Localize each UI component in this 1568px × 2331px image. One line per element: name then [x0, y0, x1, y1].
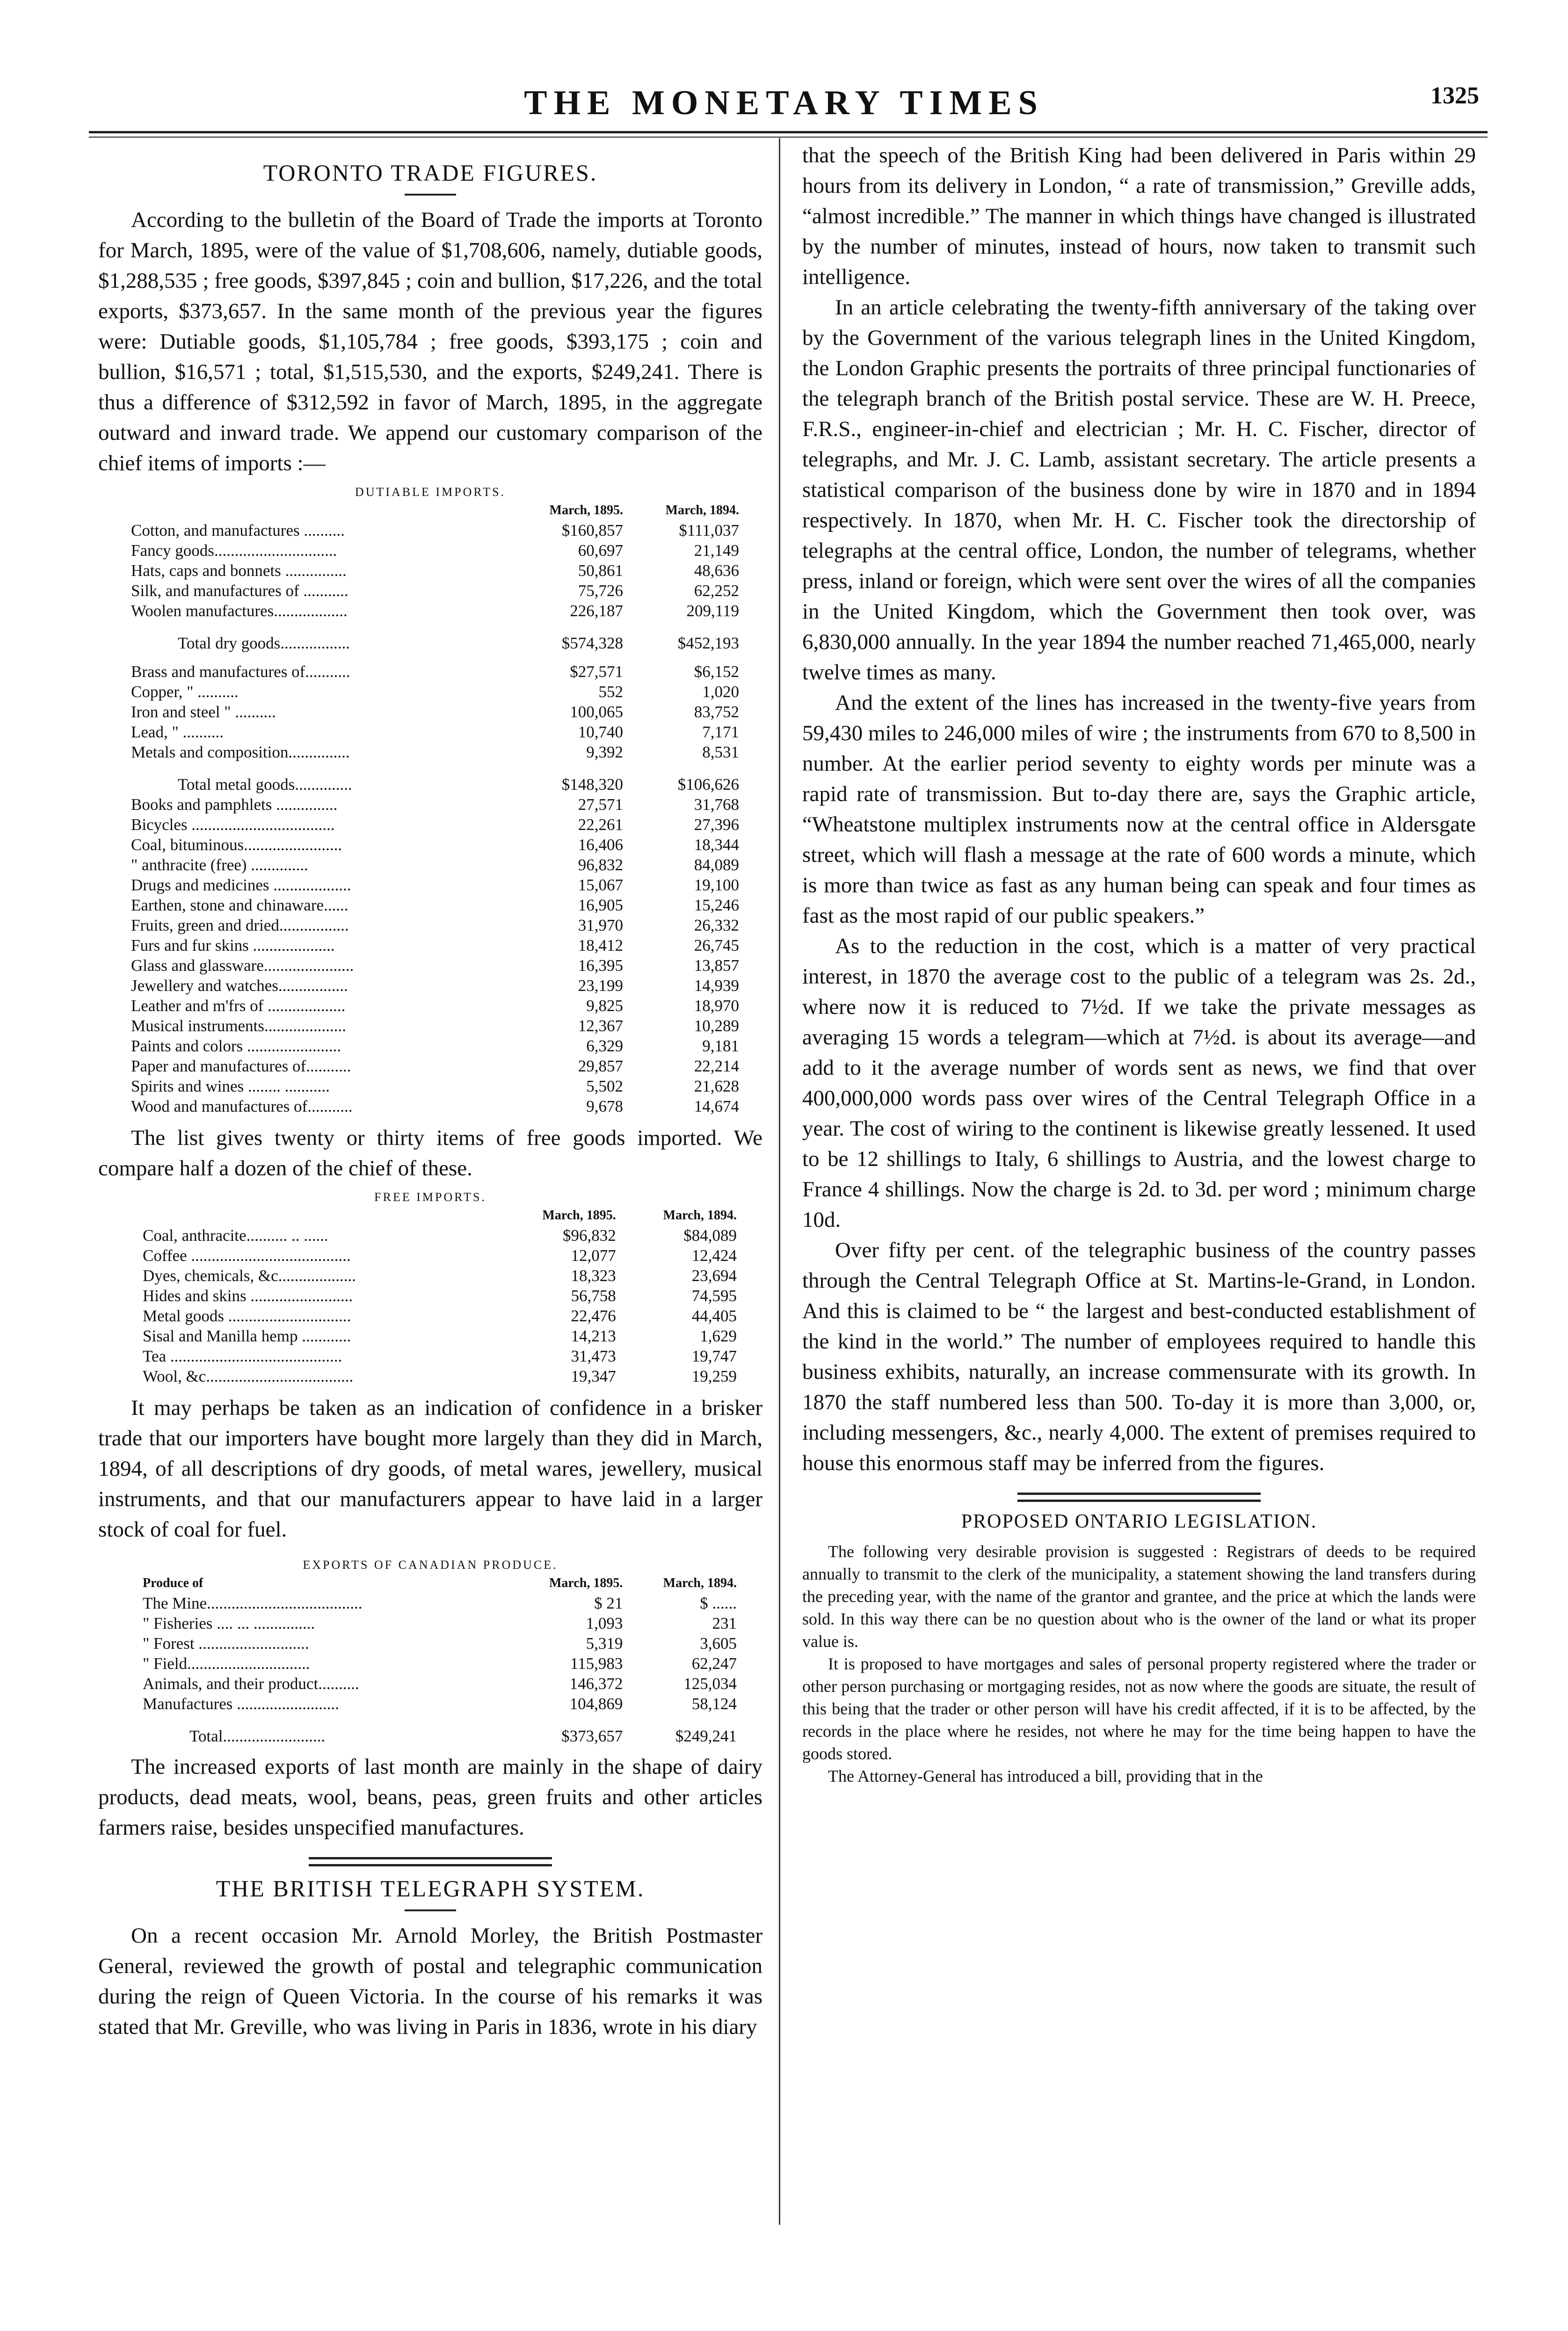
row-label: Total......................... — [189, 1727, 326, 1745]
value-cell: 1,020 — [702, 683, 739, 701]
paragraph: According to the bulletin of the Board of Trade the imports at Toronto for March, 1895, were of the value of $1,708,606, namely, dutiable goods, $1,288,535 ; free goods, $397,845 ; coin and bullion, $17,226, and the total exports, $373,657. In the same month of the previous year the figures were: Dutiable goods, $1,105,784 ; free goods, $393,175 ; coin and bullion, $16,571 ; total, $1,515,530, and the exports, $249,241. There is thus a difference of $312,592 in favor of March, 1895, in the aggregate outward and inward trade. We append our customary comparison of the chief items of imports :— — [98, 208, 762, 475]
value-cell: 23,199 — [578, 976, 624, 995]
value-cell: 115,983 — [570, 1654, 623, 1673]
value-cell: $111,037 — [679, 521, 739, 539]
value-cell: $96,832 — [563, 1226, 616, 1245]
value-cell: 18,970 — [694, 997, 739, 1015]
row-label: Earthen, stone and chinaware...... — [131, 896, 348, 914]
value-cell: 5,502 — [586, 1077, 624, 1095]
paragraph: And the extent of the lines has increased in the twenty-five years from 59,430 miles to 246,000 miles of wire ; the instruments from 670 to 8,500 in number. At the earlier period seventy to eighty words per minute was a rapid rate of transmission. But to-day there are, says the Graphic article, “Wheatstone multiplex instruments now at the central office in Aldersgate street, which will flash a message at the rate of 600 words a minute, which is more than twice as fast as any human being can speak and four times as fast as the most rapid of our public speakers.” — [802, 691, 1476, 928]
value-cell: 12,424 — [691, 1246, 737, 1265]
table-row — [143, 1694, 737, 1714]
row-label: Sisal and Manilla hemp ............ — [143, 1327, 351, 1345]
row-label: Dyes, chemicals, &c................... — [143, 1267, 356, 1285]
table-caption-free: FREE IMPORTS. — [374, 1190, 486, 1204]
table-row — [131, 915, 739, 935]
value-cell: 16,905 — [578, 896, 624, 914]
value-cell: 10,289 — [694, 1017, 739, 1035]
paragraph: It is proposed to have mortgages and sales of personal property registered where the trader or other person purchasing or mortgaging resides, not as now where the goods are situate, the result of this being that the trader or other person will have his credit affected, if it is to be affected, by the records in the place where he resides, not where he may for the time being happen to have the goods stored. — [802, 1654, 1476, 1763]
column-header: Produce of — [143, 1576, 203, 1590]
value-cell: 1,093 — [586, 1614, 623, 1632]
table-row — [131, 794, 739, 815]
value-cell: 31,970 — [578, 916, 624, 934]
row-label: Manufactures ......................... — [143, 1695, 339, 1713]
heading-rule — [405, 1909, 456, 1911]
row-label: Wool, &c.................................... — [143, 1367, 354, 1385]
table-row — [131, 702, 739, 722]
table-caption-dutiable: DUTIABLE IMPORTS. — [355, 485, 506, 499]
value-cell: 18,323 — [571, 1267, 616, 1285]
column-header: March, 1894. — [663, 1208, 737, 1223]
paragraph: Over fifty per cent. of the telegraphic business of the country passes through the Central Telegraph Office at St. Martins-le-Grand, in London. And this is claimed to be “ the largest and best-conducted establishment of the kind in the world.” The number of employees required to handle this business exhibits, naturally, an increase commensurate with its growth. In 1870 the staff numbered less than 500. To-day it is more than 3,000, or, including messengers, &c., nearly 4,000. The extent of premises required to house this enormous staff may be inferred from the figures. — [802, 1238, 1476, 1475]
article-heading-british-telegraph: THE BRITISH TELEGRAPH SYSTEM. — [216, 1875, 645, 1901]
value-cell: 48,636 — [694, 561, 739, 580]
row-label: Spirits and wines ........ ........... — [131, 1077, 330, 1095]
table-row — [131, 653, 739, 682]
value-cell: 231 — [712, 1614, 737, 1632]
row-label: " Fisheries .... ... ............... — [143, 1614, 315, 1632]
value-cell: 226,187 — [570, 602, 624, 620]
value-cell: 18,412 — [578, 936, 624, 954]
row-label: Coal, bituminous........................ — [131, 836, 342, 854]
table-caption-exports: EXPORTS OF CANADIAN PRODUCE. — [303, 1558, 558, 1572]
value-cell: 1,629 — [700, 1327, 737, 1345]
row-label: Coal, anthracite.......... .. ...... — [143, 1226, 328, 1245]
value-cell: $106,626 — [677, 775, 739, 794]
left-column — [98, 140, 762, 2042]
row-label: " Forest ........................... — [143, 1634, 309, 1653]
row-label: Hides and skins ......................... — [143, 1287, 353, 1305]
table-row — [143, 1246, 737, 1266]
table-row — [131, 1076, 739, 1096]
table-row — [143, 1613, 737, 1633]
value-cell: 9,678 — [586, 1097, 624, 1115]
table-row — [143, 1346, 737, 1366]
table-row — [131, 1016, 739, 1036]
row-label: Silk, and manufactures of ........... — [131, 582, 348, 600]
table-row — [143, 1266, 737, 1286]
table-row — [131, 835, 739, 855]
row-label: Musical instruments.................... — [131, 1017, 346, 1035]
value-cell: 12,367 — [578, 1017, 624, 1035]
row-label: Leather and m'frs of ................... — [131, 997, 346, 1015]
value-cell: $452,193 — [677, 634, 739, 652]
exports-table — [143, 1573, 737, 1746]
value-cell: 9,825 — [586, 997, 624, 1015]
row-label: Iron and steel " .......... — [131, 703, 276, 721]
table-row — [143, 1366, 737, 1386]
row-label: The Mine...................................... — [143, 1594, 363, 1612]
value-cell: 15,067 — [578, 876, 624, 894]
value-cell: 15,246 — [694, 896, 739, 914]
value-cell: 209,119 — [686, 602, 739, 620]
value-cell: $ ...... — [700, 1594, 737, 1612]
row-label: Metal goods .............................. — [143, 1307, 351, 1325]
value-cell: $148,320 — [561, 775, 624, 794]
table-row — [131, 520, 739, 540]
row-label: Brass and manufactures of........... — [131, 663, 350, 681]
value-cell: 27,396 — [694, 816, 739, 834]
row-label: Fancy goods.............................. — [131, 541, 337, 560]
value-cell: 8,531 — [702, 743, 739, 761]
value-cell: 104,869 — [569, 1695, 623, 1713]
value-cell: 50,861 — [578, 561, 624, 580]
table-row — [143, 1225, 737, 1246]
row-label: Coffee ....................................... — [143, 1246, 351, 1265]
value-cell: 16,395 — [578, 956, 624, 975]
value-cell: 3,605 — [700, 1634, 737, 1653]
value-cell: 100,065 — [570, 703, 624, 721]
row-label: Fruits, green and dried................. — [131, 916, 349, 934]
table-row — [131, 581, 739, 601]
dutiable-imports-table — [131, 500, 739, 1116]
value-cell: $27,571 — [570, 663, 624, 681]
row-label: " anthracite (free) .............. — [131, 856, 308, 874]
value-cell: 14,674 — [694, 1097, 739, 1115]
row-label: Glass and glassware...................... — [131, 956, 354, 975]
value-cell: 22,261 — [578, 816, 624, 834]
value-cell: 58,124 — [691, 1695, 737, 1713]
column-header: March, 1894. — [665, 503, 739, 517]
table-row — [143, 1286, 737, 1306]
header-rule — [89, 131, 1488, 133]
value-cell: 19,259 — [691, 1367, 737, 1385]
table-row — [143, 1326, 737, 1346]
table-row — [131, 815, 739, 835]
row-label: Furs and fur skins .................... — [131, 936, 335, 954]
value-cell: $249,241 — [675, 1727, 737, 1745]
paragraph: On a recent occasion Mr. Arnold Morley, the British Postmaster General, reviewed the growth of postal and telegraphic communication during the reign of Queen Victoria. In the course of his remarks it was stated that Mr. Greville, who was living in Paris in 1836, wrote in his diary — [98, 1923, 762, 2039]
row-label: Copper, " .......... — [131, 683, 239, 701]
table-row — [131, 996, 739, 1016]
value-cell: 9,392 — [586, 743, 624, 761]
table-total-row — [131, 762, 739, 794]
value-cell: $160,857 — [561, 521, 624, 539]
row-label: Lead, " .......... — [131, 723, 224, 741]
value-cell: $574,328 — [561, 634, 624, 652]
value-cell: 26,745 — [694, 936, 739, 954]
heading-rule — [405, 194, 456, 196]
column-header: March, 1895. — [542, 1208, 616, 1223]
value-cell: 16,406 — [578, 836, 624, 854]
table-row — [131, 722, 739, 742]
value-cell: $373,657 — [561, 1727, 623, 1745]
section-double-rule — [309, 1857, 552, 1866]
value-cell: 14,213 — [571, 1327, 616, 1345]
value-cell: 14,939 — [694, 976, 739, 995]
row-label: Wood and manufactures of........... — [131, 1097, 353, 1115]
value-cell: 26,332 — [694, 916, 739, 934]
column-header: March, 1895. — [549, 503, 624, 517]
value-cell: 21,149 — [694, 541, 739, 560]
value-cell: 44,405 — [691, 1307, 737, 1325]
row-label: Books and pamphlets ............... — [131, 795, 338, 814]
value-cell: 9,181 — [702, 1037, 739, 1055]
value-cell: 13,857 — [694, 956, 739, 975]
paragraph: that the speech of the British King had been delivered in Paris within 29 hours from its delivery in London, “ a rate of transmission,” Greville adds, “almost incredible.” The manner in which things have changed is illustrated by the number of minutes, instead of hours, now taken to transmit such intelligence. — [802, 143, 1476, 289]
row-label: Jewellery and watches................. — [131, 976, 348, 995]
row-label: Paper and manufactures of........... — [131, 1057, 351, 1075]
table-row — [131, 976, 739, 996]
value-cell: 22,476 — [571, 1307, 616, 1325]
value-cell: 56,758 — [571, 1287, 616, 1305]
value-cell: 23,694 — [691, 1267, 737, 1285]
row-label: Hats, caps and bonnets ............... — [131, 561, 347, 580]
table-row — [143, 1674, 737, 1694]
value-cell: 22,214 — [694, 1057, 739, 1075]
value-cell: 146,372 — [569, 1675, 623, 1693]
table-row — [131, 895, 739, 915]
table-row — [131, 561, 739, 581]
table-row — [131, 682, 739, 702]
value-cell: 31,473 — [571, 1347, 616, 1365]
table-total-row — [143, 1714, 737, 1746]
row-label: Total metal goods.............. — [178, 775, 352, 794]
value-cell: 5,319 — [586, 1634, 623, 1653]
value-cell: 29,857 — [578, 1057, 624, 1075]
value-cell: 552 — [598, 683, 624, 701]
row-label: Tea .......................................... — [143, 1347, 342, 1365]
value-cell: 21,628 — [694, 1077, 739, 1095]
table-row — [131, 1056, 739, 1076]
row-label: Metals and composition............... — [131, 743, 350, 761]
value-cell: 10,740 — [578, 723, 624, 741]
value-cell: 19,100 — [694, 876, 739, 894]
table-row — [131, 1096, 739, 1116]
paragraph: As to the reduction in the cost, which is a matter of very practical interest, in 1870 the average cost to the public of a telegram was 2s. 2d., where now it is reduced to 7½d. If we take the private messages as averaging 15 words a telegram—which at 7½d. is about its average—and add to it the average number of words sent as news, we find that over 400,000,000 words pass over wires of the Central Telegraph Office in a year. The cost of wiring to the continent is likewise greatly lessened. It used to be 12 shillings to Italy, 6 shillings to Austria, and the lowest charge to France 4 shillings. Now the charge is 2d. to 3d. per word ; minimum charge 10d. — [802, 934, 1476, 1232]
row-label: Cotton, and manufactures .......... — [131, 521, 345, 539]
value-cell: 12,077 — [571, 1246, 616, 1265]
value-cell: 27,571 — [578, 795, 624, 814]
header-rule-thin — [89, 137, 1488, 138]
value-cell: 62,252 — [694, 582, 739, 600]
page-number: 1325 — [1430, 82, 1479, 109]
column-header: March, 1894. — [663, 1576, 737, 1590]
table-row — [131, 875, 739, 895]
article-heading-ontario-legislation: PROPOSED ONTARIO LEGISLATION. — [961, 1511, 1317, 1532]
article-heading-toronto-trade: TORONTO TRADE FIGURES. — [263, 160, 598, 186]
value-cell: 96,832 — [578, 856, 624, 874]
value-cell: 75,726 — [578, 582, 624, 600]
value-cell: 18,344 — [694, 836, 739, 854]
masthead — [0, 0, 1568, 140]
column-divider — [779, 138, 780, 2225]
table-row — [131, 935, 739, 955]
paragraph: In an article celebrating the twenty-fifth anniversary of the taking over by the Government of the various telegraph lines in the United Kingdom, the London Graphic presents the portraits of three principal functionaries of the telegraph branch of the British postal service. These are W. H. Preece, F.R.S., engineer-in-chief and electrician ; Mr. H. C. Fischer, director of telegraphs, and Mr. J. C. Lamb, assistant secretary. The article presents a statistical comparison of the business done by wire in 1870 and in 1894 respectively. In 1870, when Mr. H. C. Fischer took the directorship of telegraphs at the central office, London, the number of telegrams, whether press, inland or foreign, which were sent over the wires of all the companies in the United Kingdom, which the Government then took over, was 6,830,000 annually. In the year 1894 the number reached 71,465,000, nearly twelve times as many. — [802, 295, 1476, 685]
value-cell: 19,347 — [571, 1367, 616, 1385]
paragraph: The list gives twenty or thirty items of free goods imported. We compare half a dozen of the chief of these. — [98, 1126, 762, 1180]
section-double-rule — [1017, 1493, 1261, 1502]
column-header: March, 1895. — [549, 1576, 623, 1590]
paragraph: The Attorney-General has introduced a bill, providing that in the — [828, 1767, 1263, 1785]
value-cell: $6,152 — [694, 663, 739, 681]
value-cell: 19,747 — [691, 1347, 737, 1365]
row-label: Paints and colors ....................... — [131, 1037, 341, 1055]
right-column — [802, 140, 1476, 1787]
table-row — [143, 1306, 737, 1326]
table-row — [131, 540, 739, 561]
table-row — [131, 742, 739, 762]
value-cell: 125,034 — [683, 1675, 737, 1693]
newspaper-title: THE MONETARY TIMES — [524, 84, 1044, 122]
table-total-row — [131, 621, 739, 653]
row-label: Woolen manufactures.................. — [131, 602, 348, 620]
paragraph: The following very desirable provision is suggested : Registrars of deeds to be required annually to transmit to the clerk of the municipality, a statement showing the land transfers during the preceding year, with the name of the grantor and grantee, and the price at which the lands were sold. In this way there can be no question about who is the owner of the land or what its proper value is. — [802, 1542, 1476, 1651]
row-label: Animals, and their product.......... — [143, 1675, 359, 1693]
value-cell: 7,171 — [702, 723, 739, 741]
value-cell: 83,752 — [694, 703, 739, 721]
row-label: Bicycles ................................... — [131, 816, 335, 834]
value-cell: 60,697 — [578, 541, 624, 560]
row-label: Total dry goods................. — [178, 634, 350, 652]
value-cell: 6,329 — [586, 1037, 624, 1055]
value-cell: 31,768 — [694, 795, 739, 814]
paragraph: The increased exports of last month are mainly in the shape of dairy products, dead meats, wool, beans, peas, green fruits and other articles farmers raise, besides unspecified manufactures. — [98, 1755, 762, 1840]
table-row — [131, 955, 739, 976]
value-cell: $ 21 — [594, 1594, 623, 1612]
value-cell: 74,595 — [691, 1287, 737, 1305]
paragraph: It may perhaps be taken as an indication of confidence in a brisker trade that our importers have bought more largely than they did in March, 1894, of all descriptions of dry goods, of metal wares, jewellery, musical instruments, and that our manufacturers appear to have laid in a larger stock of coal for fuel. — [98, 1396, 762, 1542]
value-cell: 62,247 — [691, 1654, 737, 1673]
table-row — [131, 855, 739, 875]
value-cell: $84,089 — [683, 1226, 737, 1245]
row-label: Drugs and medicines ................... — [131, 876, 351, 894]
table-row — [143, 1593, 737, 1613]
free-imports-table — [143, 1205, 737, 1386]
row-label: " Field.............................. — [143, 1654, 310, 1673]
table-row — [143, 1633, 737, 1654]
table-row — [131, 601, 739, 621]
value-cell: 84,089 — [694, 856, 739, 874]
table-row — [143, 1654, 737, 1674]
table-row — [131, 1036, 739, 1056]
